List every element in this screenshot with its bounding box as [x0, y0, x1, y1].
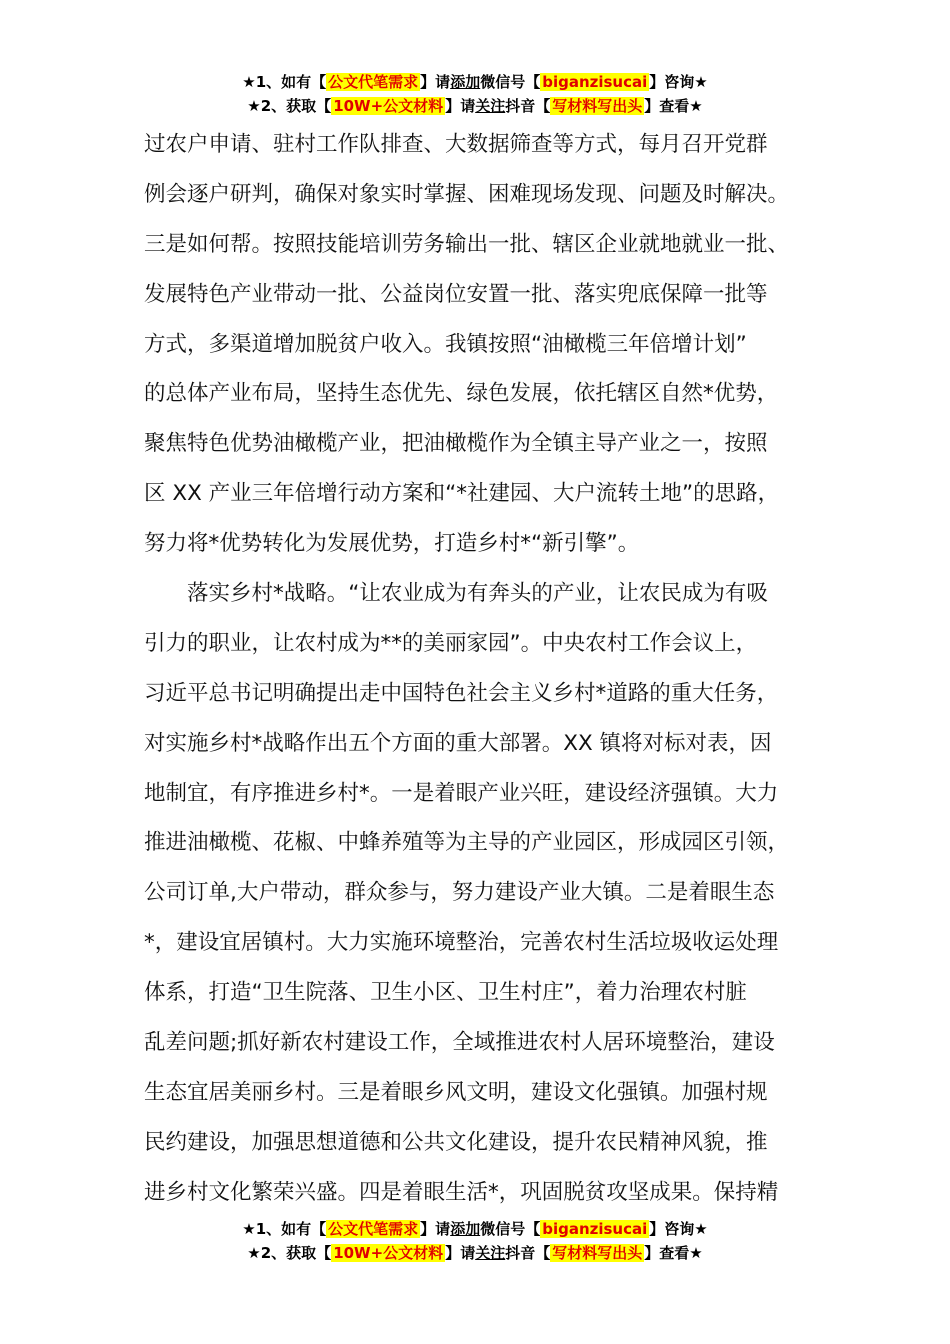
text-line: 三是如何帮。按照技能培训劳务输出一批、辖区企业就地就业一批、 — [144, 231, 790, 257]
text-line: 生态宜居美丽乡村。三是着眼乡风文明，建设文化强镇。加强村规 — [144, 1079, 768, 1105]
text-line: 进乡村文化繁荣兴盛。四是着眼生活*，巩固脱贫攻坚成果。保持精 — [144, 1179, 779, 1205]
text-line: 努力将*优势转化为发展优势，打造乡村*“新引擎”。 — [144, 531, 640, 557]
text-line: 的总体产业布局，坚持生态优先、绿色发展，依托辖区自然*优势， — [144, 381, 779, 407]
header-banner — [0, 70, 950, 118]
text-line: 区 XX 产业三年倍增行动方案和“*社建园、大户流转土地”的思路， — [144, 481, 780, 507]
highlight-douyin: 写材料写出头 — [552, 97, 643, 115]
text-line: 民约建设，加强思想道德和公共文化建设，提升农民精神风貌，推 — [144, 1129, 768, 1155]
text-line: 体系，打造“卫生院落、卫生小区、卫生村庄”，着力治理农村脏 — [144, 980, 747, 1006]
text-line: 推进油橄榄、花椒、中蜂养殖等为主导的产业园区，形成园区引领， — [144, 830, 790, 856]
banner-line-1: ★1、如有【 公文代笔需求 】请添加微信号【 biganzisucai 】咨询★ — [242, 73, 708, 91]
text-line: 发展特色产业带动一批、公益岗位安置一批、落实兜底保障一批等 — [144, 281, 768, 307]
footer-banner — [0, 1217, 950, 1265]
text-line: 方式，多渠道增加脱贫户收入。我镇按照“油橄榄三年倍增计划” — [144, 331, 747, 357]
text-line: 过农户申请、驻村工作队排查、大数据筛查等方式，每月召开党群 — [144, 132, 768, 157]
highlight-douyin: 写材料写出头 — [552, 1244, 643, 1262]
banner-line-2: ★2、获取【 10W+公文材料 】请关注抖音【 写材料写出头 】查看★ — [247, 1244, 703, 1262]
document-body — [144, 120, 834, 1218]
highlight-service: 公文代笔需求 — [328, 73, 419, 91]
banner-line-2: ★2、获取【 10W+公文材料 】请关注抖音【 写材料写出头 】查看★ — [247, 97, 703, 115]
text-line: 例会逐户研判，确保对象实时掌握、困难现场发现、问题及时解决。 — [144, 181, 790, 207]
paragraph-start-line: 落实乡村*战略。“让农业成为有奔头的产业，让农民成为有吸 — [187, 581, 768, 607]
text-line: 聚焦特色优势油橄榄产业，把油橄榄作为全镇主导产业之一，按照 — [144, 431, 768, 457]
highlight-wechat-id: biganzisucai — [542, 73, 648, 91]
text-line: 公司订单,大户带动，群众参与，努力建设产业大镇。二是着眼生态 — [144, 880, 775, 906]
text-line: 地制宜，有序推进乡村*。一是着眼产业兴旺，建设经济强镇。大力 — [144, 780, 779, 806]
banner-line-1: ★1、如有【 公文代笔需求 】请添加微信号【 biganzisucai 】咨询★ — [242, 1220, 708, 1238]
text-line: 引力的职业，让农村成为**的美丽家园”。中央农村工作会议上， — [144, 630, 758, 656]
highlight-wechat-id: biganzisucai — [542, 1220, 648, 1238]
text-line: 乱差问题;抓好新农村建设工作，全域推进农村人居环境整治，建设 — [144, 1030, 775, 1056]
text-line: 对实施乡村*战略作出五个方面的重大部署。XX 镇将对标对表，因 — [144, 730, 772, 756]
highlight-materials: 10W+公文材料 — [333, 97, 444, 115]
text-line: 习近平总书记明确提出走中国特色社会主义乡村*道路的重大任务， — [144, 680, 779, 706]
highlight-service: 公文代笔需求 — [328, 1220, 419, 1238]
highlight-materials: 10W+公文材料 — [333, 1244, 444, 1262]
text-line: *，建设宜居镇村。大力实施环境整治，完善农村生活垃圾收运处理 — [144, 930, 779, 956]
